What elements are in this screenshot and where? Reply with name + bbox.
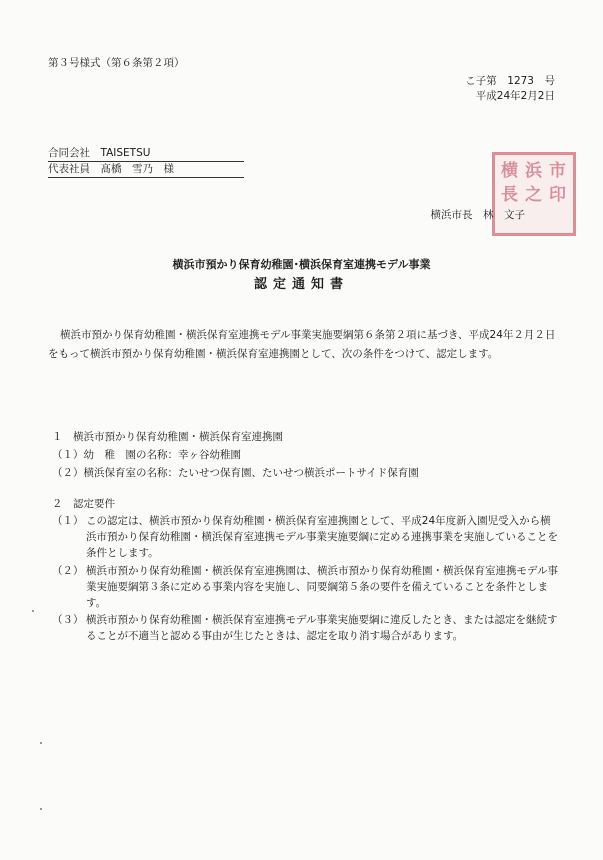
condition-item — [52, 612, 558, 644]
scan-speck — [40, 808, 42, 810]
section-1-item-1: （１）幼 稚 園の名称：幸ヶ谷幼稚園 — [52, 449, 241, 461]
scan-speck — [32, 610, 34, 612]
body-paragraph: 横浜市預かり保育幼稚園・横浜保育室連携モデル事業実施要綱第６条第２項に基づき、平成24年２月２日をもって横浜市預かり保育幼稚園・横浜保育室連携園として、次の条件をつけて、認定します。 — [48, 329, 556, 360]
issue-date: 平成24年2月2日 — [475, 90, 555, 102]
document-title: 横浜市預かり保育幼稚園･横浜保育室連携モデル事業 — [172, 258, 431, 271]
form-number: 第３号様式（第６条第２項） — [48, 57, 185, 69]
document-number: こ子第 1273 号 — [465, 75, 555, 87]
addressee-representative: 代表社員 髙橋 雪乃 様 — [48, 162, 244, 178]
condition-number: （１） — [52, 515, 84, 527]
section-1-heading: １ 横浜市預かり保育幼稚園・横浜保育室連携園 — [52, 431, 283, 443]
condition-number: （２） — [52, 565, 84, 577]
condition-text: 横浜市預かり保育幼稚園・横浜保育室連携モデル事業実施要綱に違反したとき、または認定を継続することが不適当と認める事由が生じたときは、認定を取り消す場合があります。 — [86, 614, 558, 642]
official-seal-stamp: 横 浜 市 長 之 印 — [492, 152, 576, 236]
condition-text: 横浜市預かり保育幼稚園・横浜保育室連携園は、横浜市預かり保育幼稚園・横浜保育室連携モデル事業実施要綱第３条に定める事業内容を実施し、同要綱第５条の要件を備えていることを条件とします。 — [86, 565, 558, 609]
condition-text: この認定は、横浜市預かり保育幼稚園・横浜保育室連携園として、平成24年度新入園児受入から横浜市預かり保育幼稚園・横浜保育室連携モデル事業実施要綱に定める連携事業を実施していることを条件とします。 — [86, 515, 558, 559]
section-1-item-2: （２）横浜保育室の名称：たいせつ保育園、たいせつ横浜ポートサイド保育園 — [52, 467, 419, 479]
condition-item — [52, 513, 558, 561]
section-2-heading: ２ 認定要件 — [52, 498, 115, 510]
addressee-company: 合同会社 TAISETSU — [48, 146, 244, 162]
issuer-name: 横浜市長 林 文子 — [430, 209, 525, 221]
document-subtitle: 認定通知書 — [253, 277, 349, 292]
condition-number: （３） — [52, 614, 84, 626]
condition-item — [52, 563, 558, 611]
scan-speck — [40, 742, 42, 744]
